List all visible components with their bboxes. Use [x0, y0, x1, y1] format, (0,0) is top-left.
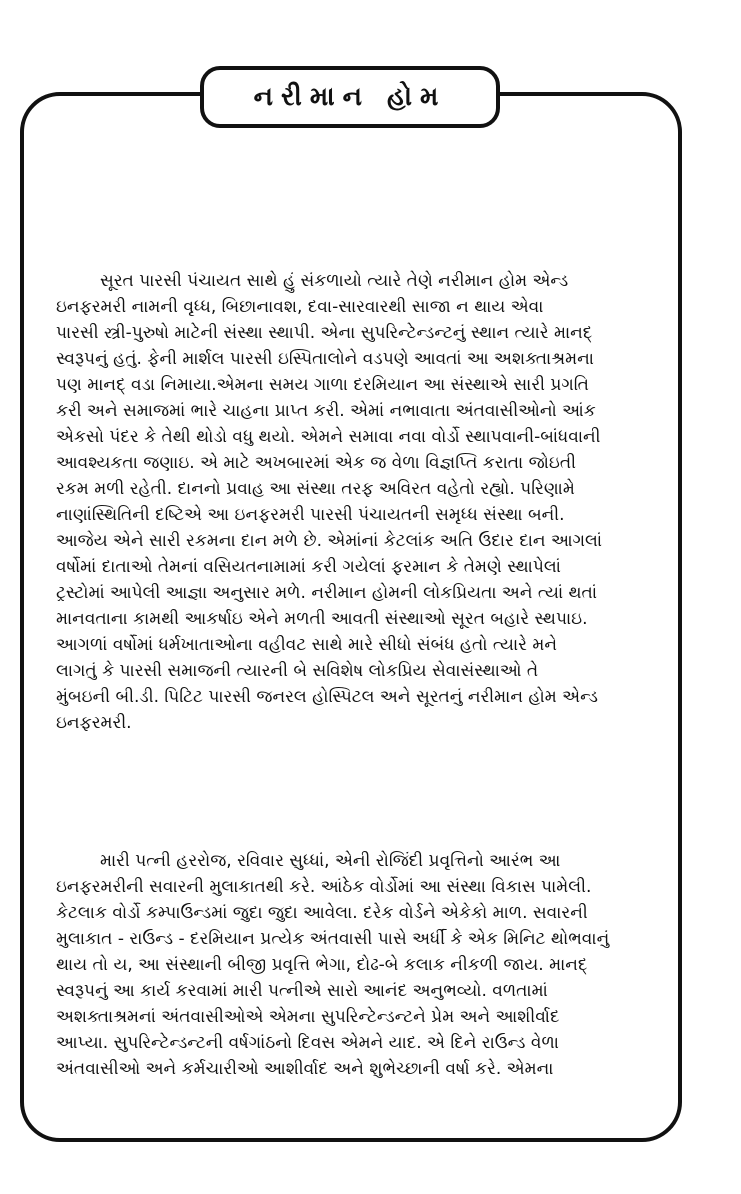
text-line: આગળાં વર્ષોમાં ધર્મખાતાઓના વહીવટ સાથે મારે સીધો સંબંધ હતો ત્યારે મને — [56, 635, 557, 655]
text-line: કરી અને સમાજમાં ભારે ચાહના પ્રાપ્ત કરી. એમાં નભાવાતા અંતવાસીઓનો આંક — [56, 401, 596, 421]
text-line: એકસો પંદર કે તેથી થોડો વધુ થયો. એમને સમાવા નવા વોર્ડો સ્થાપવાની-બાંધવાની — [56, 427, 601, 447]
text-line: ટ્રસ્ટોમાં આપેલી આજ્ઞા અનુસાર મળે. નરીમાન હોમની લોકપ્રિયતા અને ત્યાં થતાં — [56, 583, 597, 603]
text-line: સ્વરૂપનું હતું. ફેની માર્શલ પારસી ઇસ્પિતાલોને વડપણે આવતાં આ અશક્તાશ્રમના — [56, 349, 594, 369]
text-line: ઇનફરમરી. — [56, 713, 132, 733]
text-line: પારસી સ્ત્રી-પુરુષો માટેની સંસ્થા સ્થાપી. એના સુપરિન્ટેન્ડન્ટનું સ્થાન ત્યારે માનદ્ — [56, 323, 593, 343]
title-box — [200, 66, 500, 128]
text-line: લાગતું કે પારસી સમાજની ત્યારની બે સવિશેષ લોકપ્રિય સેવાસંસ્થાઓ તે — [56, 661, 539, 681]
text-line: નાણાંસ્થિતિની દષ્ટિએ આ ઇનફરમરી પારસી પંચાયતની સમૃધ્ધ સંસ્થા બની. — [56, 505, 565, 525]
text-line: વર્ષોમાં દાતાઓ તેમનાં વસિયતનામામાં કરી ગયેલાં ફરમાન કે તેમણે સ્થાપેલાં — [56, 557, 561, 577]
paragraph-1 — [56, 268, 666, 736]
text-line: માનવતાના કામથી આકર્ષાઇ એને મળતી આવતી સંસ્થાઓ સૂરત બહારે સ્થપાઇ. — [56, 609, 588, 629]
text-line: આજેય એને સારી રકમના દાન મળે છે. એમાંનાં કેટલાંક અતિ ઉદાર દાન આગલાં — [56, 531, 603, 551]
text-line: ઇનફરમરી નામની વૃધ્ધ, બિછાનાવશ, દવા-સારવારથી સાજા ન થાય એવા — [56, 297, 544, 317]
text-line: સૂરત પારસી પંચાયત સાથે હું સંકળાયો ત્યારે તેણે નરીમાન હોમ એન્ડ — [100, 271, 569, 291]
text-line: રકમ મળી રહેતી. દાનનો પ્રવાહ આ સંસ્થા તરફ અવિરત વહેતો રહ્યો. પરિણામે — [56, 479, 575, 499]
text-line: આવશ્યકતા જણાઇ. એ માટે અખબારમાં એક જ વેળા વિજ્ઞપ્તિ કરાતા જોઇતી — [56, 453, 576, 473]
text-line: પણ માનદ્ વડા નિમાયા.એમના સમય ગાળા દરમિયાન આ સંસ્થાએ સારી પ્રગતિ — [56, 375, 589, 395]
page-title: નરીમાન હોમ — [253, 81, 447, 112]
text-line: અંતવાસીઓ અને કર્મચારીઓ આશીર્વાદ અને શુભેચ્છાની વર્ષા કરે. એમના — [56, 1059, 554, 1079]
text-line: કેટલાક વોર્ડો કમ્પાઉન્ડમાં જુદા જુદા આવેલા. દરેક વોર્ડને એકેકો માળ. સવારની — [56, 903, 588, 923]
text-line: થાય તો ય, આ સંસ્થાની બીજી પ્રવૃત્તિ ભેગા, દોઢ-બે કલાક નીકળી જાય. માનદ્ — [56, 955, 588, 975]
paragraph-2 — [56, 848, 666, 1082]
text-line: મારી પત્ની હરરોજ, રવિવાર સુધ્ધાં, એની રોજિંદી પ્રવૃત્તિનો આરંભ આ — [100, 851, 561, 871]
text-line: અશક્તાશ્રમનાં અંતવાસીઓએ એમના સુપરિન્ટેન્ડન્ટને પ્રેમ અને આશીર્વાદ — [56, 1007, 560, 1027]
text-line: મુંબઇની બી.ડી. પિટિટ પારસી જનરલ હોસ્પિટલ અને સૂરતનું નરીમાન હોમ એન્ડ — [56, 687, 598, 707]
text-line: સ્વરૂપનું આ કાર્ય કરવામાં મારી પત્નીએ સારો આનંદ અનુભવ્યો. વળતામાં — [56, 981, 548, 1001]
text-line: આપ્યા. સુપરિન્ટેન્ડન્ટની વર્ષગાંઠનો દિવસ એમને યાદ. એ દિને રાઉન્ડ વેળા — [56, 1033, 559, 1053]
text-line: ઇનફરમરીની સવારની મુલાકાતથી કરે. આંઠેક વોર્ડોમાં આ સંસ્થા વિકાસ પામેલી. — [56, 877, 592, 897]
text-line: મુલાકાત - રાઉન્ડ - દરમિયાન પ્રત્યેક અંતવાસી પાસે અર્ધી કે એક મિનિટ થોભવાનું — [56, 929, 610, 949]
